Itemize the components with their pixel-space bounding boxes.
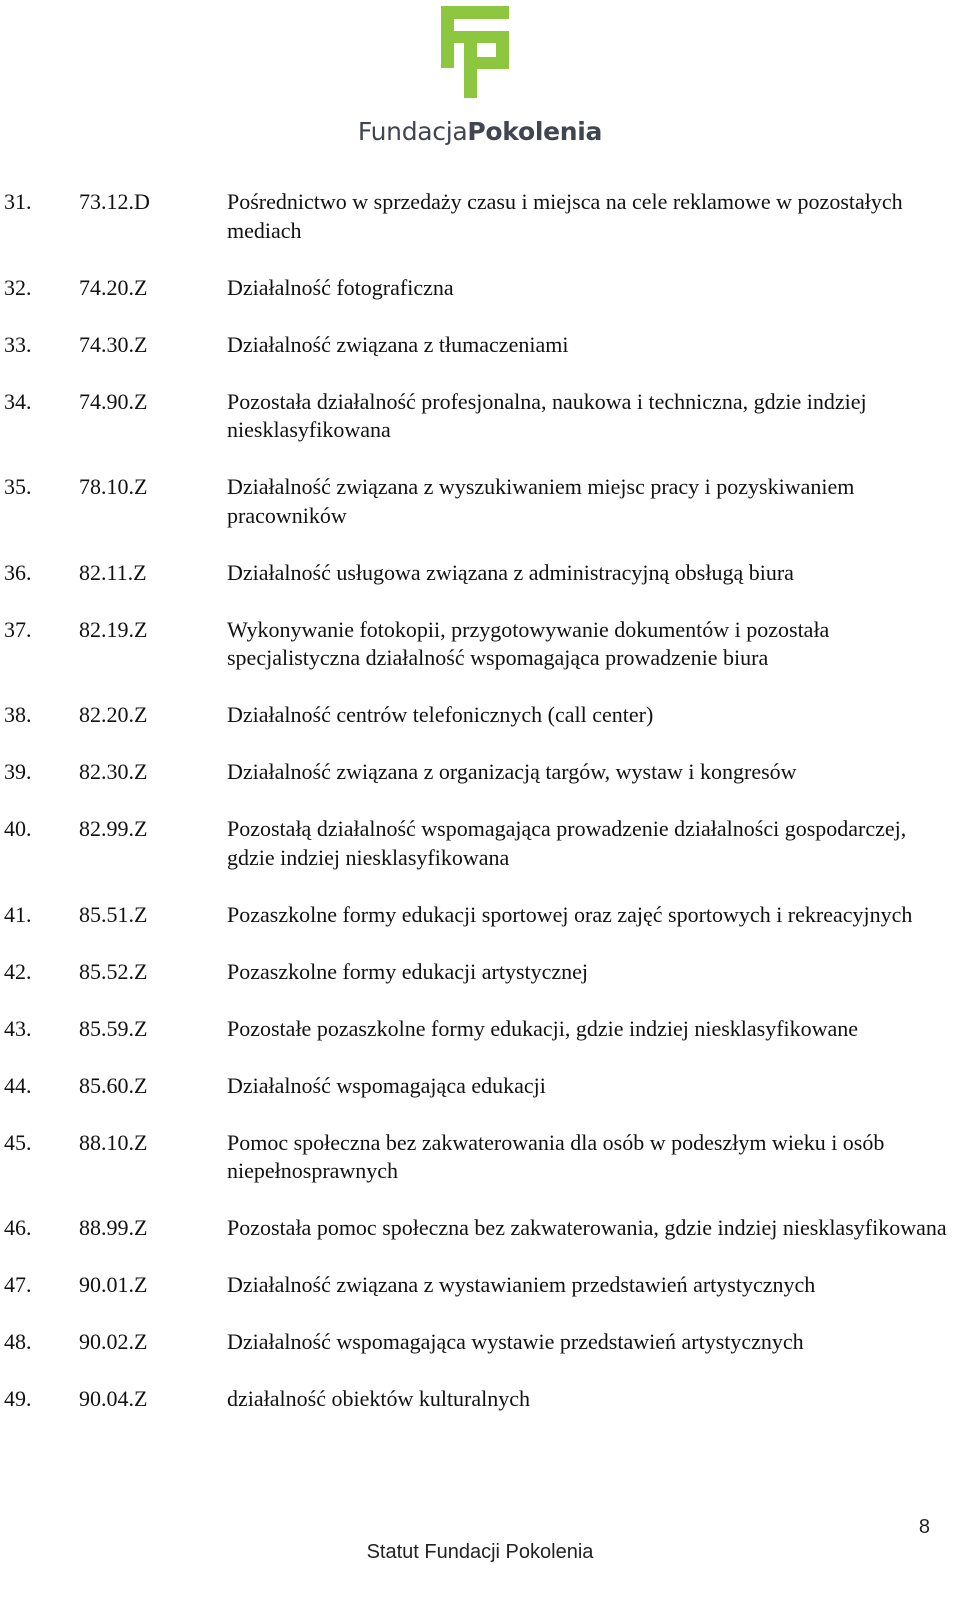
item-code: 74.30.Z [79, 331, 148, 357]
item-number: 34. [4, 388, 32, 414]
list-item [0, 1129, 960, 1186]
item-code: 88.99.Z [79, 1215, 148, 1240]
list-item [0, 188, 960, 245]
item-number: 46. [4, 1215, 32, 1240]
item-number: 43. [4, 1015, 32, 1041]
item-description: Działalność fotograficzna [227, 274, 454, 300]
item-description: Pozostała pomoc społeczna bez zakwaterowania, gdzie indziej niesklasyfikowana [227, 1215, 947, 1240]
item-code: 85.60.Z [79, 1072, 148, 1098]
item-code: 82.11.Z [79, 559, 147, 585]
item-description: Pozostałą działalność wspomagająca prowadzenie działalności gospodarczej, gdzie indziej niesklasyfikowana [227, 816, 907, 870]
list-item [0, 1385, 960, 1414]
item-description: Działalność wspomagająca edukacji [227, 1072, 546, 1098]
item-number: 38. [4, 702, 32, 727]
page-number: 8 [918, 1516, 930, 1538]
item-code: 90.04.Z [79, 1386, 148, 1411]
item-number: 45. [4, 1129, 32, 1155]
item-description: Działalność związana z tłumaczeniami [227, 331, 569, 357]
item-number: 32. [4, 274, 32, 300]
item-description: Działalność związana z wyszukiwaniem miejsc pracy i pozyskiwaniem pracowników [227, 474, 855, 528]
fundacja-pokolenia-logo-icon [441, 6, 509, 98]
item-description: Działalność wspomagająca wystawie przedstawień artystycznych [227, 1329, 804, 1354]
activity-list [0, 188, 960, 1442]
item-description: Pozaszkolne formy edukacji sportowej oraz zajęć sportowych i rekreacyjnych [227, 901, 913, 927]
item-code: 90.02.Z [79, 1329, 148, 1354]
header-logo [0, 0, 960, 160]
list-item [0, 616, 960, 673]
list-item [0, 815, 960, 872]
item-number: 36. [4, 559, 32, 585]
list-item [0, 1271, 960, 1300]
item-number: 37. [4, 616, 32, 642]
item-description: Pozaszkolne formy edukacji artystycznej [227, 958, 589, 984]
item-description: Pośrednictwo w sprzedaży czasu i miejsca na cele reklamowe w pozostałych mediach [227, 189, 903, 243]
item-number: 42. [4, 958, 32, 984]
item-description: Działalność usługowa związana z administracyjną obsługą biura [227, 559, 794, 585]
item-number: 39. [4, 759, 32, 784]
item-description: Pozostała działalność profesjonalna, naukowa i techniczna, gdzie indziej niesklasyfikowana [227, 388, 867, 442]
item-code: 78.10.Z [79, 474, 148, 499]
item-code: 74.20.Z [79, 274, 148, 300]
list-item [0, 559, 960, 588]
list-item [0, 473, 960, 530]
list-item [0, 701, 960, 730]
item-code: 90.01.Z [79, 1272, 148, 1297]
item-description: Działalność związana z wystawianiem przedstawień artystycznych [227, 1272, 816, 1297]
item-number: 47. [4, 1272, 32, 1297]
item-code: 74.90.Z [79, 388, 148, 414]
item-number: 35. [4, 474, 32, 499]
item-code: 85.59.Z [79, 1015, 148, 1041]
list-item [0, 331, 960, 360]
item-code: 82.19.Z [79, 616, 148, 642]
item-code: 82.30.Z [79, 759, 148, 784]
item-description: Działalność centrów telefonicznych (call center) [227, 702, 654, 727]
item-description: Pomoc społeczna bez zakwaterowania dla osób w podeszłym wieku i osób niepełnosprawnych [227, 1129, 885, 1183]
list-item [0, 274, 960, 303]
list-item [0, 958, 960, 987]
item-code: 73.12.D [79, 189, 150, 214]
logo-text-regular: Fundacja [357, 117, 468, 146]
item-description: Działalność związana z organizacją targów, wystaw i kongresów [227, 759, 797, 784]
list-item [0, 388, 960, 445]
list-item [0, 1015, 960, 1044]
item-description: Pozostałe pozaszkolne formy edukacji, gdzie indziej niesklasyfikowane [227, 1015, 859, 1041]
list-item [0, 901, 960, 930]
list-item [0, 1214, 960, 1243]
item-code: 82.99.Z [79, 816, 148, 841]
item-number: 31. [4, 189, 32, 214]
item-description: działalność obiektów kulturalnych [227, 1386, 531, 1411]
list-item [0, 1328, 960, 1357]
item-number: 40. [4, 816, 32, 841]
item-description: Wykonywanie fotokopii, przygotowywanie dokumentów i pozostała specjalistyczna działalność wspomagająca prowadzenie biura [227, 616, 830, 670]
item-code: 85.52.Z [79, 958, 148, 984]
item-number: 49. [4, 1386, 32, 1411]
list-item [0, 758, 960, 787]
item-number: 41. [4, 901, 32, 927]
item-number: 44. [4, 1072, 32, 1098]
logo-text-bold: Pokolenia [467, 117, 603, 146]
footer-text: Statut Fundacji Pokolenia [366, 1541, 594, 1563]
item-code: 88.10.Z [79, 1129, 148, 1155]
item-number: 48. [4, 1329, 32, 1354]
logo-wordmark [0, 117, 960, 146]
item-code: 82.20.Z [79, 702, 148, 727]
list-item [0, 1072, 960, 1101]
item-number: 33. [4, 331, 32, 357]
item-code: 85.51.Z [79, 901, 148, 927]
